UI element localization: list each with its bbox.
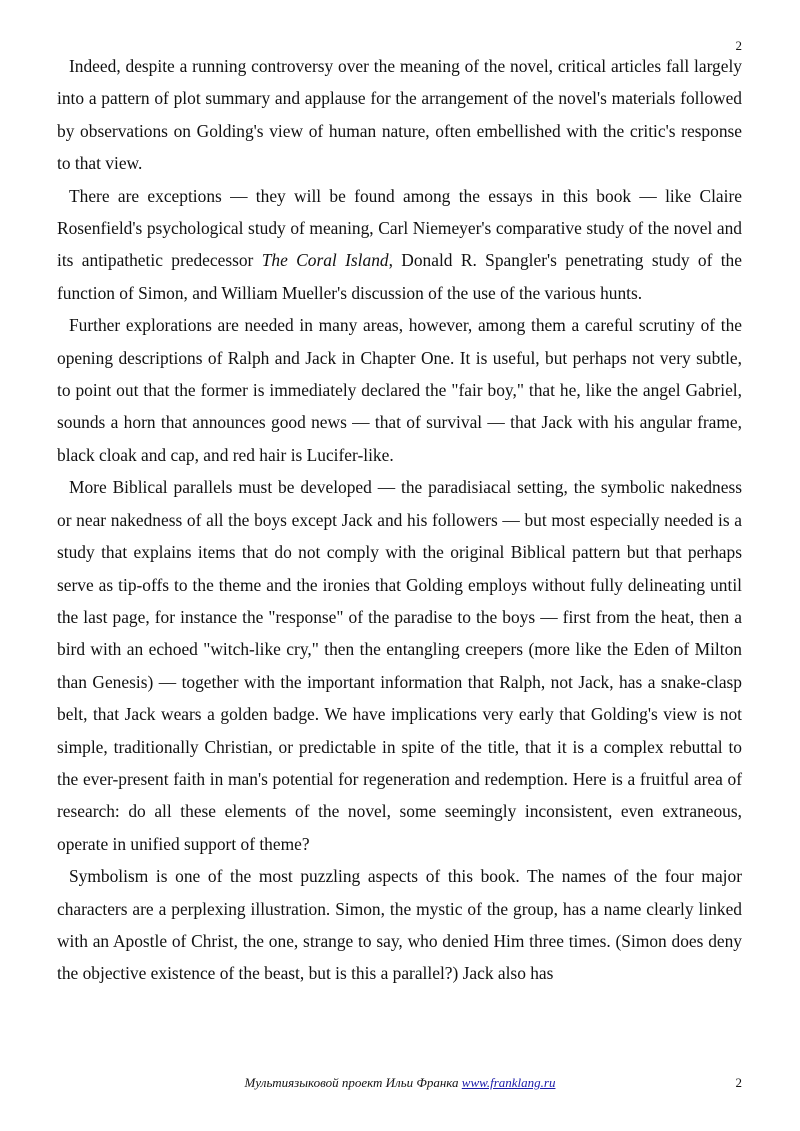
page-number-bottom: 2 [735,1075,742,1090]
paragraph-2 [57,180,742,310]
page-number-top: 2 [735,38,742,53]
paragraph-2-text-after: , Donald R. Spangler's penetrating study of the function of Simon, and William Mueller's discussion of the use of the various hunts. [57,250,742,303]
paragraph-3: Further explorations are needed in many areas, however, among them a careful scrutiny of the opening descriptions of Ralph and Jack in Chapter One. It is useful, but perhaps not very subtle, to point out that the former is immediately declared the "fair boy," that he, like the angel Gabriel, sounds a horn that announces good news — that of survival — that Jack with his angular frame, black cloak and cap, and red hair is Lucifer-like. [57,315,742,465]
paragraph-5: Symbolism is one of the most puzzling aspects of this book. The names of the four major characters are a perplexing illustration. Simon, the mystic of the group, has a name clearly linked with an Apostle of Christ, the one, strange to say, who denied Him three times. (Simon does deny the objective existence of the beast, but is this a parallel?) Jack also has [57,866,742,984]
paragraph-4: More Biblical parallels must be developed — the paradisiacal setting, the symbolic nakedness or near nakedness of all the boys except Jack and his followers — but most especially needed is a study that explains items that do not comply with the original Biblical pattern but that perhaps serve as tip-offs to the theme and the ironies that Golding employs without fully delineating until the last page, for instance the "response" of the paradise to the boys — first from the heat, then a bird with an echoed "witch-like cry," then the entangling creepers (more like the Eden of Milton than Genesis) — together with the important information that Ralph, not Jack, has a snake-clasp belt, that Jack wears a golden badge. We have implications very early that Golding's view is not simple, traditionally Christian, or predictable in spite of the title, that it is a complex rebuttal to the ever-present faith in man's potential for regeneration and redemption. Here is a fruitful area of research: do all these elements of the novel, some seemingly inconsistent, even extraneous, operate in unified support of theme? [57,477,742,854]
footer-project [0,1075,800,1091]
body-text [57,50,742,990]
book-title: The Coral Island [261,250,389,271]
paragraph-2-text-before: There are exceptions — they will be found among the essays in this book — like Claire Rosenfield's psychological study of meaning, Carl Niemeyer's comparative study of the novel and its antipathetic predecessor [57,185,742,271]
page-footer [0,1075,800,1095]
paragraph-1: Indeed, despite a running controversy over the meaning of the novel, critical articles fall largely into a pattern of plot summary and applause for the arrangement of the novel's materials followed by observations on Golding's view of human nature, often embellished with the critic's response to that view. [57,56,742,174]
footer-project-text: Мультиязыковой проект Ильи Франка [244,1075,459,1090]
footer-link[interactable]: www.franklang.ru [461,1075,556,1090]
